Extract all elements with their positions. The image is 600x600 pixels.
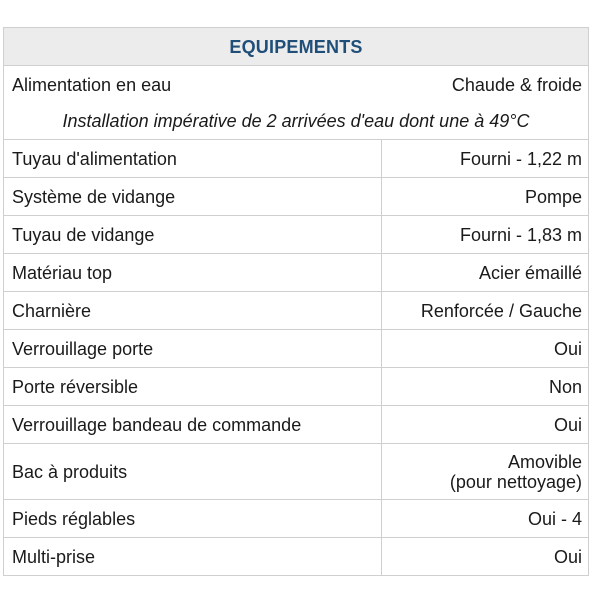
row-label: Tuyau de vidange (4, 216, 382, 254)
water-supply-note: Installation impérative de 2 arrivées d'eau dont une à 49°C (4, 103, 589, 140)
table-row (4, 254, 589, 292)
table-row (4, 330, 589, 368)
row-value: Acier émaillé (382, 254, 589, 292)
row-value: Oui (382, 538, 589, 576)
water-supply-value: Chaude & froide (382, 66, 589, 104)
table-row (4, 538, 589, 576)
row-value: Pompe (382, 178, 589, 216)
table-header-row (4, 28, 589, 66)
table-row-water-supply (4, 66, 589, 104)
row-label: Tuyau d'alimentation (4, 140, 382, 178)
row-label: Multi-prise (4, 538, 382, 576)
row-label: Verrouillage porte (4, 330, 382, 368)
row-value: Non (382, 368, 589, 406)
row-label: Verrouillage bandeau de commande (4, 406, 382, 444)
row-value-line2: (pour nettoyage) (449, 471, 582, 492)
table-row (4, 292, 589, 330)
row-value: Oui (382, 330, 589, 368)
table-row (4, 500, 589, 538)
row-label: Porte réversible (4, 368, 382, 406)
row-value: Renforcée / Gauche (382, 292, 589, 330)
row-label: Charnière (4, 292, 382, 330)
row-label: Matériau top (4, 254, 382, 292)
equipment-spec-table (3, 27, 589, 576)
table-row (4, 216, 589, 254)
table-row (4, 406, 589, 444)
table-row (4, 368, 589, 406)
row-value: Fourni - 1,83 m (382, 216, 589, 254)
table-row (4, 444, 589, 500)
row-label: Pieds réglables (4, 500, 382, 538)
table-row-water-note (4, 103, 589, 140)
table-title: EQUIPEMENTS (4, 28, 589, 66)
row-label: Bac à produits (4, 444, 382, 500)
row-value: Oui - 4 (382, 500, 589, 538)
table-row (4, 178, 589, 216)
water-supply-label: Alimentation en eau (4, 66, 382, 104)
row-value (382, 444, 589, 500)
row-value-line1: Amovible (507, 451, 582, 472)
row-value: Fourni - 1,22 m (382, 140, 589, 178)
table-row (4, 140, 589, 178)
row-value: Oui (382, 406, 589, 444)
row-label: Système de vidange (4, 178, 382, 216)
